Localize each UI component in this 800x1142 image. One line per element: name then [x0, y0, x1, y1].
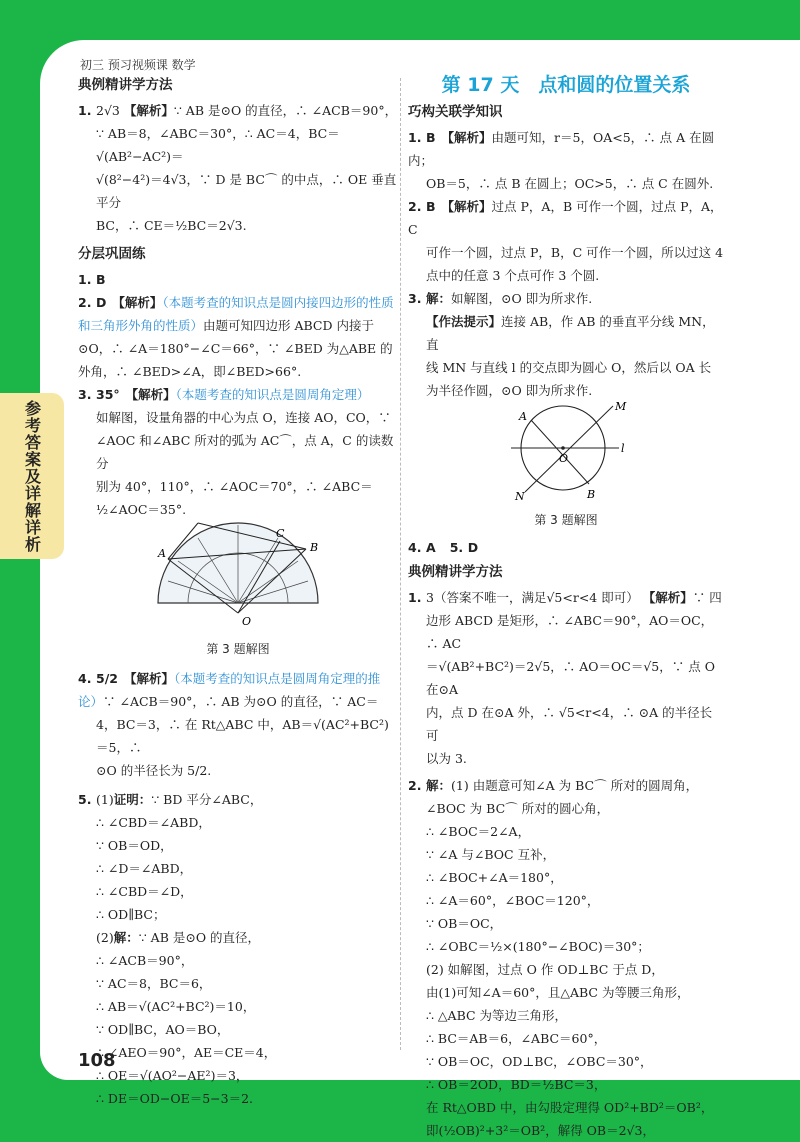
- point-label-c: C: [276, 527, 285, 540]
- analysis-tag: 【解析】: [441, 130, 492, 145]
- protractor-diagram: [138, 521, 338, 631]
- text-line: ∵ ∠ACB＝90°，∴ AB 为⊙O 的直径，∵ AC＝: [103, 694, 379, 709]
- point-label-b: B: [310, 541, 319, 554]
- text-line: ∵ OB＝OC，: [426, 916, 503, 931]
- text-line: ∴ ∠CBD＝∠D，: [96, 884, 193, 899]
- text-line: (1) 由题意可知∠A 为 BC⌒ 所对的圆周角，: [451, 778, 699, 793]
- section-title: 分层巩固练: [78, 246, 146, 262]
- center-point: [561, 446, 565, 450]
- label-m: M: [615, 402, 627, 413]
- answer-value: D: [96, 295, 107, 310]
- line-mn: [525, 406, 613, 492]
- text-line: ∵ ∠A 与∠BOC 互补，: [426, 847, 556, 862]
- answer-value: 3（答案不唯一，满足√5<r<4 即可）: [426, 590, 639, 605]
- text-line: 别为 40°，110°，∴ ∠AOC＝70°，∴ ∠ABC＝: [96, 479, 373, 494]
- circle-diagram: [501, 402, 631, 502]
- item-number: 1.: [408, 590, 422, 605]
- analysis-tag: 【解析】: [125, 387, 176, 402]
- item-number: 3.: [78, 387, 92, 402]
- answer-item: [78, 667, 398, 782]
- text-line: (2) 如解图，过点 O 作 OD⊥BC 于点 D，: [426, 962, 664, 977]
- knowledge-note: （本题考查的知识点是圆内接四边形的性质和三角形外角的性质）: [78, 295, 394, 333]
- answer-item: [408, 586, 724, 770]
- answer-item: [408, 195, 724, 287]
- answer-item: [408, 287, 724, 402]
- text-line: ∴ OB＝2OD，BD＝½BC＝3，: [426, 1077, 607, 1092]
- text-line: 过点 P，A，B 可作一个圆，过点 P，A，C: [408, 199, 723, 237]
- text-line: ∴ OE＝√(AO²−AE²)＝3，: [96, 1068, 249, 1083]
- item-number: 1.: [408, 130, 422, 145]
- text-line: 由题可知，r＝5，OA<5，∴ 点 A 在圆内；: [408, 130, 715, 168]
- text-line: ∴ ∠BOC+∠A＝180°，: [426, 870, 563, 885]
- answer-item: [408, 126, 724, 195]
- day-title: 第 17 天 点和圆的位置关系: [441, 74, 691, 96]
- protractor-figure: [78, 521, 398, 661]
- side-tab-label: 参考答案及详解详析: [22, 399, 42, 553]
- item-number: 3.: [408, 291, 422, 306]
- item-number: 2.: [408, 199, 422, 214]
- text-line: ∴ OD∥BC；: [96, 907, 166, 922]
- item-number: 5.: [449, 540, 464, 555]
- section-title: 典例精讲学方法: [78, 77, 173, 93]
- label-l: l: [621, 442, 625, 455]
- text-line: ∵ OB＝OC，OD⊥BC，∠OBC＝30°，: [426, 1054, 653, 1069]
- text-line: 可作一个圆，过点 P，B，C 可作一个圆，所以过这 4: [426, 245, 724, 260]
- answer-value: B: [96, 272, 106, 287]
- text-line: 线 MN 与直线 l 的交点即为圆心 O，然后以 OA 长: [426, 360, 712, 375]
- text-line: ∵ OD∥BC，AO＝BO，: [96, 1022, 230, 1037]
- left-column: [78, 72, 398, 1110]
- text-line: OB＝5，∴ 点 B 在圆上；OC>5，∴ 点 C 在圆外.: [426, 176, 714, 191]
- analysis-tag: 【解析】: [642, 590, 693, 605]
- knowledge-note: （本题考查的知识点是圆周角定理的推论）: [78, 671, 381, 709]
- item-number: 4.: [408, 540, 422, 555]
- text-line: ∠AOC 和∠ABC 所对的弧为 AC⌒，点 A，C 的读数分: [96, 433, 394, 471]
- text-line: ∵ BD 平分∠ABC，: [151, 792, 263, 807]
- circle-construction-figure: [408, 402, 724, 532]
- solution-tag: 解：: [426, 291, 452, 306]
- label-b: B: [587, 488, 596, 501]
- text-line: 连接 AB，作 AB 的垂直平分线 MN，直: [426, 314, 715, 352]
- solution-tag: 解：: [426, 778, 452, 793]
- answer-value: B: [426, 199, 436, 214]
- text-line: 为半径作圆，⊙O 即为所求作.: [426, 383, 593, 398]
- page-number: 108: [78, 1050, 116, 1071]
- text-line: ∴ ∠BOC＝2∠A，: [426, 824, 531, 839]
- right-column: [408, 72, 724, 1142]
- text-line: 如解图，设量角器的中心为点 O，连接 AO，CO，∵: [96, 410, 391, 425]
- text-line: 点中的任意 3 个点可作 3 个圆.: [426, 268, 600, 283]
- answer-value: B: [426, 130, 436, 145]
- text-line: ∵ 四: [692, 590, 722, 605]
- text-line: ∴ △ABC 为等边三角形，: [426, 1008, 568, 1023]
- proof-tag: 证明：: [113, 792, 152, 807]
- text-line: ＝√(AB²+BC²)＝2√5，∴ AO＝OC＝√5，∵ 点 O 在⊙A: [426, 659, 715, 697]
- text-line: 由(1)可知∠A＝60°，且△ABC 为等腰三角形，: [426, 985, 690, 1000]
- tip-tag: 【作法提示】: [426, 314, 502, 329]
- text-line: 以为 3.: [426, 751, 467, 766]
- text-line: 如解图，⊙O 即为所求作.: [451, 291, 593, 306]
- analysis-tag: 【解析】: [123, 671, 174, 686]
- answer-value: A: [426, 540, 436, 555]
- text-line: ∴ ∠ACB＝90°，: [96, 953, 194, 968]
- text-line: ∵ OB＝OD，: [96, 838, 173, 853]
- text-line: ⊙O 的半径长为 5/2.: [96, 763, 212, 778]
- answer-item: [78, 383, 398, 521]
- point-label-o: O: [242, 615, 252, 628]
- answer-value: 5/2: [96, 671, 118, 686]
- analysis-tag: 【解析】: [123, 103, 174, 118]
- item-number: 2.: [408, 778, 422, 793]
- item-number: 4.: [78, 671, 92, 686]
- text-line: ∴ ∠CBD＝∠ABD，: [96, 815, 211, 830]
- text-line: ∴ ∠A＝60°，∠BOC＝120°，: [426, 893, 600, 908]
- section-title: 巧构关联学知识: [408, 104, 503, 120]
- side-tab: [0, 393, 64, 559]
- sub-number: (1): [96, 792, 114, 807]
- figure-caption: 第 3 题解图: [534, 513, 598, 527]
- page-header: 初三 预习视频课 数学: [80, 58, 196, 72]
- text-line: 边形 ABCD 是矩形，∴ ∠ABC＝90°，AO＝OC，∴ AC: [426, 613, 714, 651]
- section-title: 典例精讲学方法: [408, 564, 503, 580]
- answer-item: [78, 291, 398, 383]
- text-line: ∠BOC 为 BC⌒ 所对的圆心角，: [426, 801, 610, 816]
- item-number: 1.: [78, 103, 92, 118]
- text-line: 即(½OB)²+3²＝OB²，解得 OB＝2√3，: [426, 1123, 655, 1138]
- text-line: ∵ AB 是⊙O 的直径，: [138, 930, 261, 945]
- label-o: O: [559, 452, 569, 465]
- text-line: ∴ DE＝OD−OE＝5−3＝2.: [96, 1091, 253, 1106]
- answer-item: [78, 788, 398, 1110]
- text-line: 内，点 D 在⊙A 外，∴ √5<r<4，∴ ⊙A 的半径长可: [426, 705, 713, 743]
- analysis-tag: 【解析】: [112, 295, 163, 310]
- text-line: ∴ ∠D＝∠ABD，: [96, 861, 193, 876]
- answer-value: 2√3: [96, 103, 120, 118]
- answer-value: 35°: [96, 387, 120, 402]
- text-line: 在 Rt△OBD 中，由勾股定理得 OD²+BD²＝OB²，: [426, 1100, 714, 1115]
- text-line: √(8²−4²)＝4√3，∵ D 是 BC⌒ 的中点，∴ OE 垂直平分: [96, 172, 397, 210]
- analysis-tag: 【解析】: [441, 199, 492, 214]
- item-number: 5.: [78, 792, 92, 807]
- text-line: 4，BC＝3，∴ 在 Rt△ABC 中，AB＝√(AC²+BC²)＝5，∴: [96, 717, 389, 755]
- text-line: ∴ ∠OBC＝½×(180°−∠BOC)＝30°；: [426, 939, 650, 954]
- text-line: 由题可知四边形 ABCD 内接于⊙O，∴ ∠A＝180°−∠C＝66°，∵ ∠BED 为△ABE 的外角，∴ ∠BED>∠A，即∠BED>66°.: [78, 318, 393, 379]
- answer-item: [408, 774, 724, 1142]
- label-a: A: [519, 410, 527, 423]
- answer-value: D: [467, 540, 479, 555]
- text-line: ∴ AB＝√(AC²+BC²)＝10，: [96, 999, 256, 1014]
- label-n: N: [515, 490, 525, 502]
- text-line: ∴ ∠AEO＝90°，AE＝CE＝4，: [96, 1045, 277, 1060]
- solution-tag: 解：: [113, 930, 139, 945]
- sub-number: (2): [96, 930, 114, 945]
- text-line: ∵ AC＝8，BC＝6，: [96, 976, 212, 991]
- column-divider: [400, 78, 401, 1050]
- point-label-a: A: [158, 547, 166, 560]
- text-line: BC，∴ CE＝½BC＝2√3.: [96, 218, 247, 233]
- answer-item: [78, 99, 398, 237]
- text-line: ∵ AB 是⊙O 的直径，∴ ∠ACB＝90°，: [173, 103, 398, 118]
- item-number: 2.: [78, 295, 92, 310]
- text-line: ∴ BC＝AB＝6，∠ABC＝60°，: [426, 1031, 607, 1046]
- text-line: ∵ AB＝8，∠ABC＝30°，∴ AC＝4，BC＝√(AB²−AC²)＝: [96, 126, 340, 164]
- text-line: ½∠AOC＝35°.: [96, 502, 187, 517]
- figure-caption: 第 3 题解图: [206, 642, 270, 656]
- item-number: 1.: [78, 272, 92, 287]
- knowledge-note: （本题考查的知识点是圆周角定理）: [175, 387, 370, 402]
